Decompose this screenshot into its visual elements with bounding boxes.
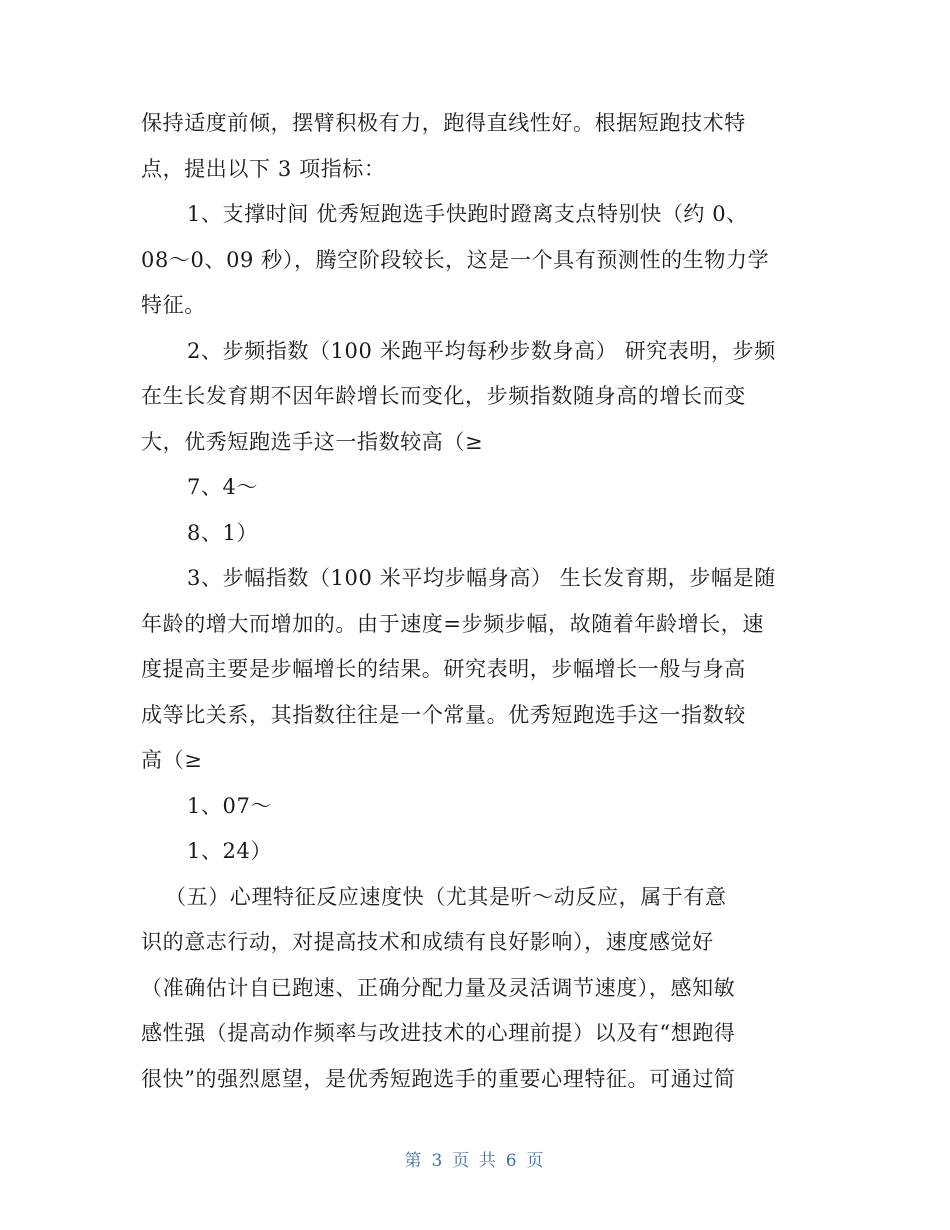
footer-total-pages: 6 [505, 1151, 519, 1171]
text-line: 度提高主要是步幅增长的结果。研究表明，步幅增长一般与身高 [141, 657, 746, 681]
text-line: 年龄的增大而增加的。由于速度=步频步幅，故随着年龄增长，速 [141, 611, 764, 636]
footer-suffix: 页 [526, 1151, 546, 1171]
text-line: 在生长发育期不因年龄增长而变化，步频指数随身高的增长而变 [141, 384, 746, 408]
text-line: （五）心理特征反应速度快（尤其是听～动反应，属于有意 [165, 884, 727, 909]
text-line: 点，提出以下 3 项指标： [141, 156, 386, 181]
text-line: 高（≥ [141, 748, 203, 772]
page-footer [0, 1146, 950, 1171]
text-line: 1、24） [187, 839, 273, 863]
text-line: 3、步幅指数（100 米平均步幅身高） 生长发育期，步幅是随 [187, 566, 776, 590]
text-line: 7、4～ [187, 475, 259, 499]
footer-page-number: 3 [431, 1151, 445, 1171]
text-line: 2、步频指数（100 米跑平均每秒步数身高） 研究表明，步频 [187, 338, 776, 363]
text-line: 大，优秀短跑选手这一指数较高（≥ [141, 429, 484, 454]
body-text [141, 101, 811, 1102]
text-line: 08～0、09 秒），腾空阶段较长，这是一个具有预测性的生物力学 [141, 247, 770, 272]
text-line: 1、07～ [187, 793, 273, 818]
text-line: 识的意志行动，对提高技术和成绩有良好影响），速度感觉好 [141, 930, 714, 954]
text-line: 感性强（提高动作频率与改进技术的心理前提）以及有“想跑得 [141, 1021, 736, 1045]
text-line: 很快”的强烈愿望，是优秀短跑选手的重要心理特征。可通过简 [141, 1066, 736, 1091]
footer-middle: 页 共 [452, 1151, 498, 1171]
text-line: 8、1） [187, 520, 259, 545]
text-line: （准确估计自已跑速、正确分配力量及灵活调节速度），感知敏 [141, 975, 736, 1000]
footer-prefix: 第 [404, 1151, 424, 1171]
text-line: 特征。 [141, 293, 206, 317]
text-line: 保持适度前倾，摆臂积极有力，跑得直线性好。根据短跑技术特 [141, 111, 746, 135]
text-line: 1、支撑时间 优秀短跑选手快跑时蹬离支点特别快（约 0、 [187, 202, 748, 226]
text-line: 成等比关系，其指数往往是一个常量。优秀短跑选手这一指数较 [141, 702, 746, 727]
